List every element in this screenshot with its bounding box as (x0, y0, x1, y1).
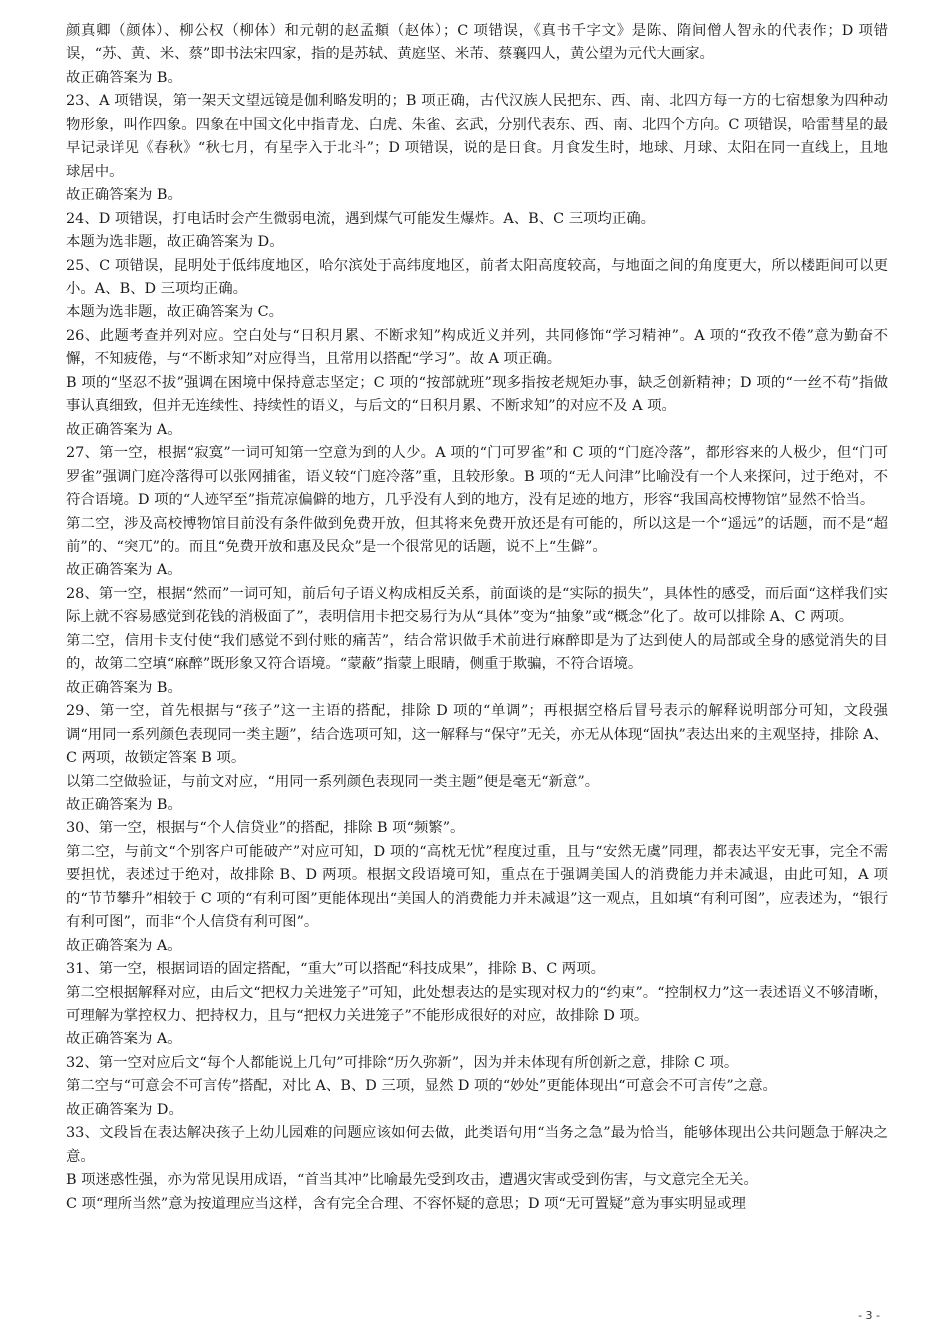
paragraph: 第二空，涉及高校博物馆目前没有条件做到免费开放，但其将来免费开放还是有可能的，所以这是一个“遥远”的话题，而不是“超前”的、“突兀”的。而且“免费开放和惠及民众”是一个很常见的话题，说不上“生僻”。 (66, 515, 888, 555)
paragraph: 以第二空做验证，与前文对应，“用同一系列颜色表现同一类主题”便是毫无“新意”。 (66, 773, 600, 790)
paragraph: 第二空根据解释对应，由后文“把权力关进笼子”可知，此处想表达的是实现对权力的“约束”。“控制权力”这一表述语义不够清晰，可理解为掌控权力、把持权力，且与“把权力关进笼子”不能形成很好的对应，故排除 D 项。 (66, 984, 888, 1025)
paragraph: 颜真卿（颜体）、柳公权（柳体）和元朝的赵孟頫（赵体）；C 项错误，《真书千字文》是陈、隋间僧人智永的代表作；D 项错误，“苏、黄、米、蔡”即书法宋四家，指的是苏轼、黄庭坚、米芾、蔡襄四人，黄公望为元代大画家。 (66, 23, 888, 63)
paragraph: 第二空，信用卡支付使“我们感觉不到付账的痛苦”，结合常识做手术前进行麻醉即是为了达到使人的局部或全身的感觉消失的目的，故第二空填“麻醉”既形象又符合语境。“蒙蔽”指蒙上眼睛，侧重于欺骗，不符合语境。 (66, 632, 888, 673)
paragraph: 故正确答案为 B。 (66, 187, 182, 204)
paragraph: 25、C 项错误，昆明处于低纬度地区，哈尔滨处于高纬度地区，前者太阳高度较高，与地面之间的角度更大，所以楼距间可以更小。A、B、D 三项均正确。 (66, 257, 888, 297)
paragraph: 32、第一空对应后文“每个人都能说上几句”可排除“历久弥新”，因为并未体现有所创新之意，排除 C 项。 (66, 1054, 739, 1071)
paragraph: 本题为选非题，故正确答案为 C。 (66, 304, 284, 321)
paragraph: 23、A 项错误，第一架天文望远镜是伽利略发明的；B 项正确，古代汉族人民把东、西、南、北四方每一方的七宿想象为四种动物形象，叫作四象。四象在中国文化中指青龙、白虎、朱雀、玄武，分别代表东、西、南、北四个方向。C 项错误，哈雷彗星的最早记录详见《春秋》“秋七月，有星孛入于北斗”；D 项错误，说的是日食。月食发生时，地球、月球、太阳在同一直线上，且地球居中。 (66, 93, 888, 180)
paragraph: 28、第一空，根据“然而”一词可知，前后句子语义构成相反关系，前面谈的是“实际的损失”，具体性的感受，而后面“这样我们实际上就不容易感觉到花钱的消极面了”，表明信用卡把交易行为从“具体”变为“抽象”或“概念”化了。故可以排除 A、C 两项。 (66, 585, 888, 626)
paragraph: 33、文段旨在表达解决孩子上幼儿园难的问题应该如何去做，此类语句用“当务之急”最为恰当，能够体现出公共问题急于解决之意。 (66, 1125, 888, 1165)
paragraph: 本题为选非题，故正确答案为 D。 (66, 234, 284, 251)
paragraph: C 项“理所当然”意为按道理应当这样，含有完全合理、不容怀疑的意思；D 项“无可置疑”意为事实明显或理 (66, 1195, 746, 1212)
paragraph: 24、D 项错误，打电话时会产生微弱电流，遇到煤气可能发生爆炸。A、B、C 三项均正确。 (66, 210, 656, 227)
paragraph: 31、第一空，根据词语的固定搭配，“重大”可以搭配“科技成果”，排除 B、C 两项。 (66, 961, 605, 978)
document-body (66, 20, 888, 1216)
paragraph: 故正确答案为 B。 (66, 679, 182, 696)
paragraph: 故正确答案为 A。 (66, 562, 182, 579)
paragraph: 故正确答案为 D。 (66, 1101, 183, 1118)
paragraph: 故正确答案为 A。 (66, 937, 182, 954)
paragraph: 故正确答案为 B。 (66, 69, 182, 86)
paragraph: 30、第一空，根据与“个人信贷业”的搭配，排除 B 项“频繁”。 (66, 820, 465, 837)
paragraph: 第二空，与前文“个别客户可能破产”对应可知，D 项的“高枕无忧”程度过重，且与“安然无虞”同理，都表达平安无事，完全不需要担忧，表述过于绝对，故排除 B、D 两项。根据文段语境可知，重点在于强调美国人的消费能力并未减退，由此可知，A 项的“节节攀升”相较于 C 项的“有利可图”更能体现出“美国人的消费能力并未减退”这一观点，且如填“有利可图”，应表述为，“银行有利可图”，而非“个人信贷有利可图”。 (66, 843, 888, 931)
paragraph: 27、第一空，根据“寂寞”一词可知第一空意为到的人少。A 项的“门可罗雀”和 C 项的“门庭冷落”，都形容来的人极少，但“门可罗雀”强调门庭冷落得可以张网捕雀，语义较“门庭冷落”重，且较形象。B 项的“无人问津”比喻没有一个人来探问，过于绝对，不符合语境。D 项的“人迹罕至”指荒凉偏僻的地方，几乎没有人到的地方，没有足迹的地方，形容“我国高校博物馆”显然不恰当。 (66, 445, 888, 509)
page-number: - 3 - (858, 1309, 880, 1322)
paragraph: 第二空与“可意会不可言传”搭配，对比 A、B、D 三项，显然 D 项的“妙处”更能体现出“可意会不可言传”之意。 (66, 1078, 777, 1095)
paragraph: 26、此题考查并列对应。空白处与“日积月累、不断求知”构成近义并列，共同修饰“学习精神”。A 项的“孜孜不倦”意为勤奋不懈，不知疲倦，与“不断求知”对应得当，且常用以搭配“学习”。故 A 项正确。 (66, 327, 888, 368)
paragraph: 故正确答案为 A。 (66, 1031, 182, 1048)
paragraph: B 项迷惑性强，亦为常见误用成语，“首当其冲”比喻最先受到攻击，遭遇灾害或受到伤害，与文意完全无关。 (66, 1172, 758, 1189)
paragraph: 故正确答案为 B。 (66, 796, 182, 813)
paragraph: B 项的“坚忍不拔”强调在困境中保持意志坚定；C 项的“按部就班”现多指按老规矩办事，缺乏创新精神；D 项的“一丝不苟”指做事认真细致，但并无连续性、持续性的语义，与后文的“日积月累、不断求知”的对应不及 A 项。 (66, 374, 888, 415)
paragraph: 故正确答案为 A。 (66, 421, 182, 438)
paragraph: 29、第一空，首先根据与“孩子”这一主语的搭配，排除 D 项的“单调”；再根据空格后冒号表示的解释说明部分可知，文段强调“用同一系列颜色表现同一类主题”，结合选项可知，这一解释与“保守”无关，亦无从体现“固执”表达出来的主观坚持，排除 A、C 两项，故锁定答案 B 项。 (66, 703, 888, 767)
